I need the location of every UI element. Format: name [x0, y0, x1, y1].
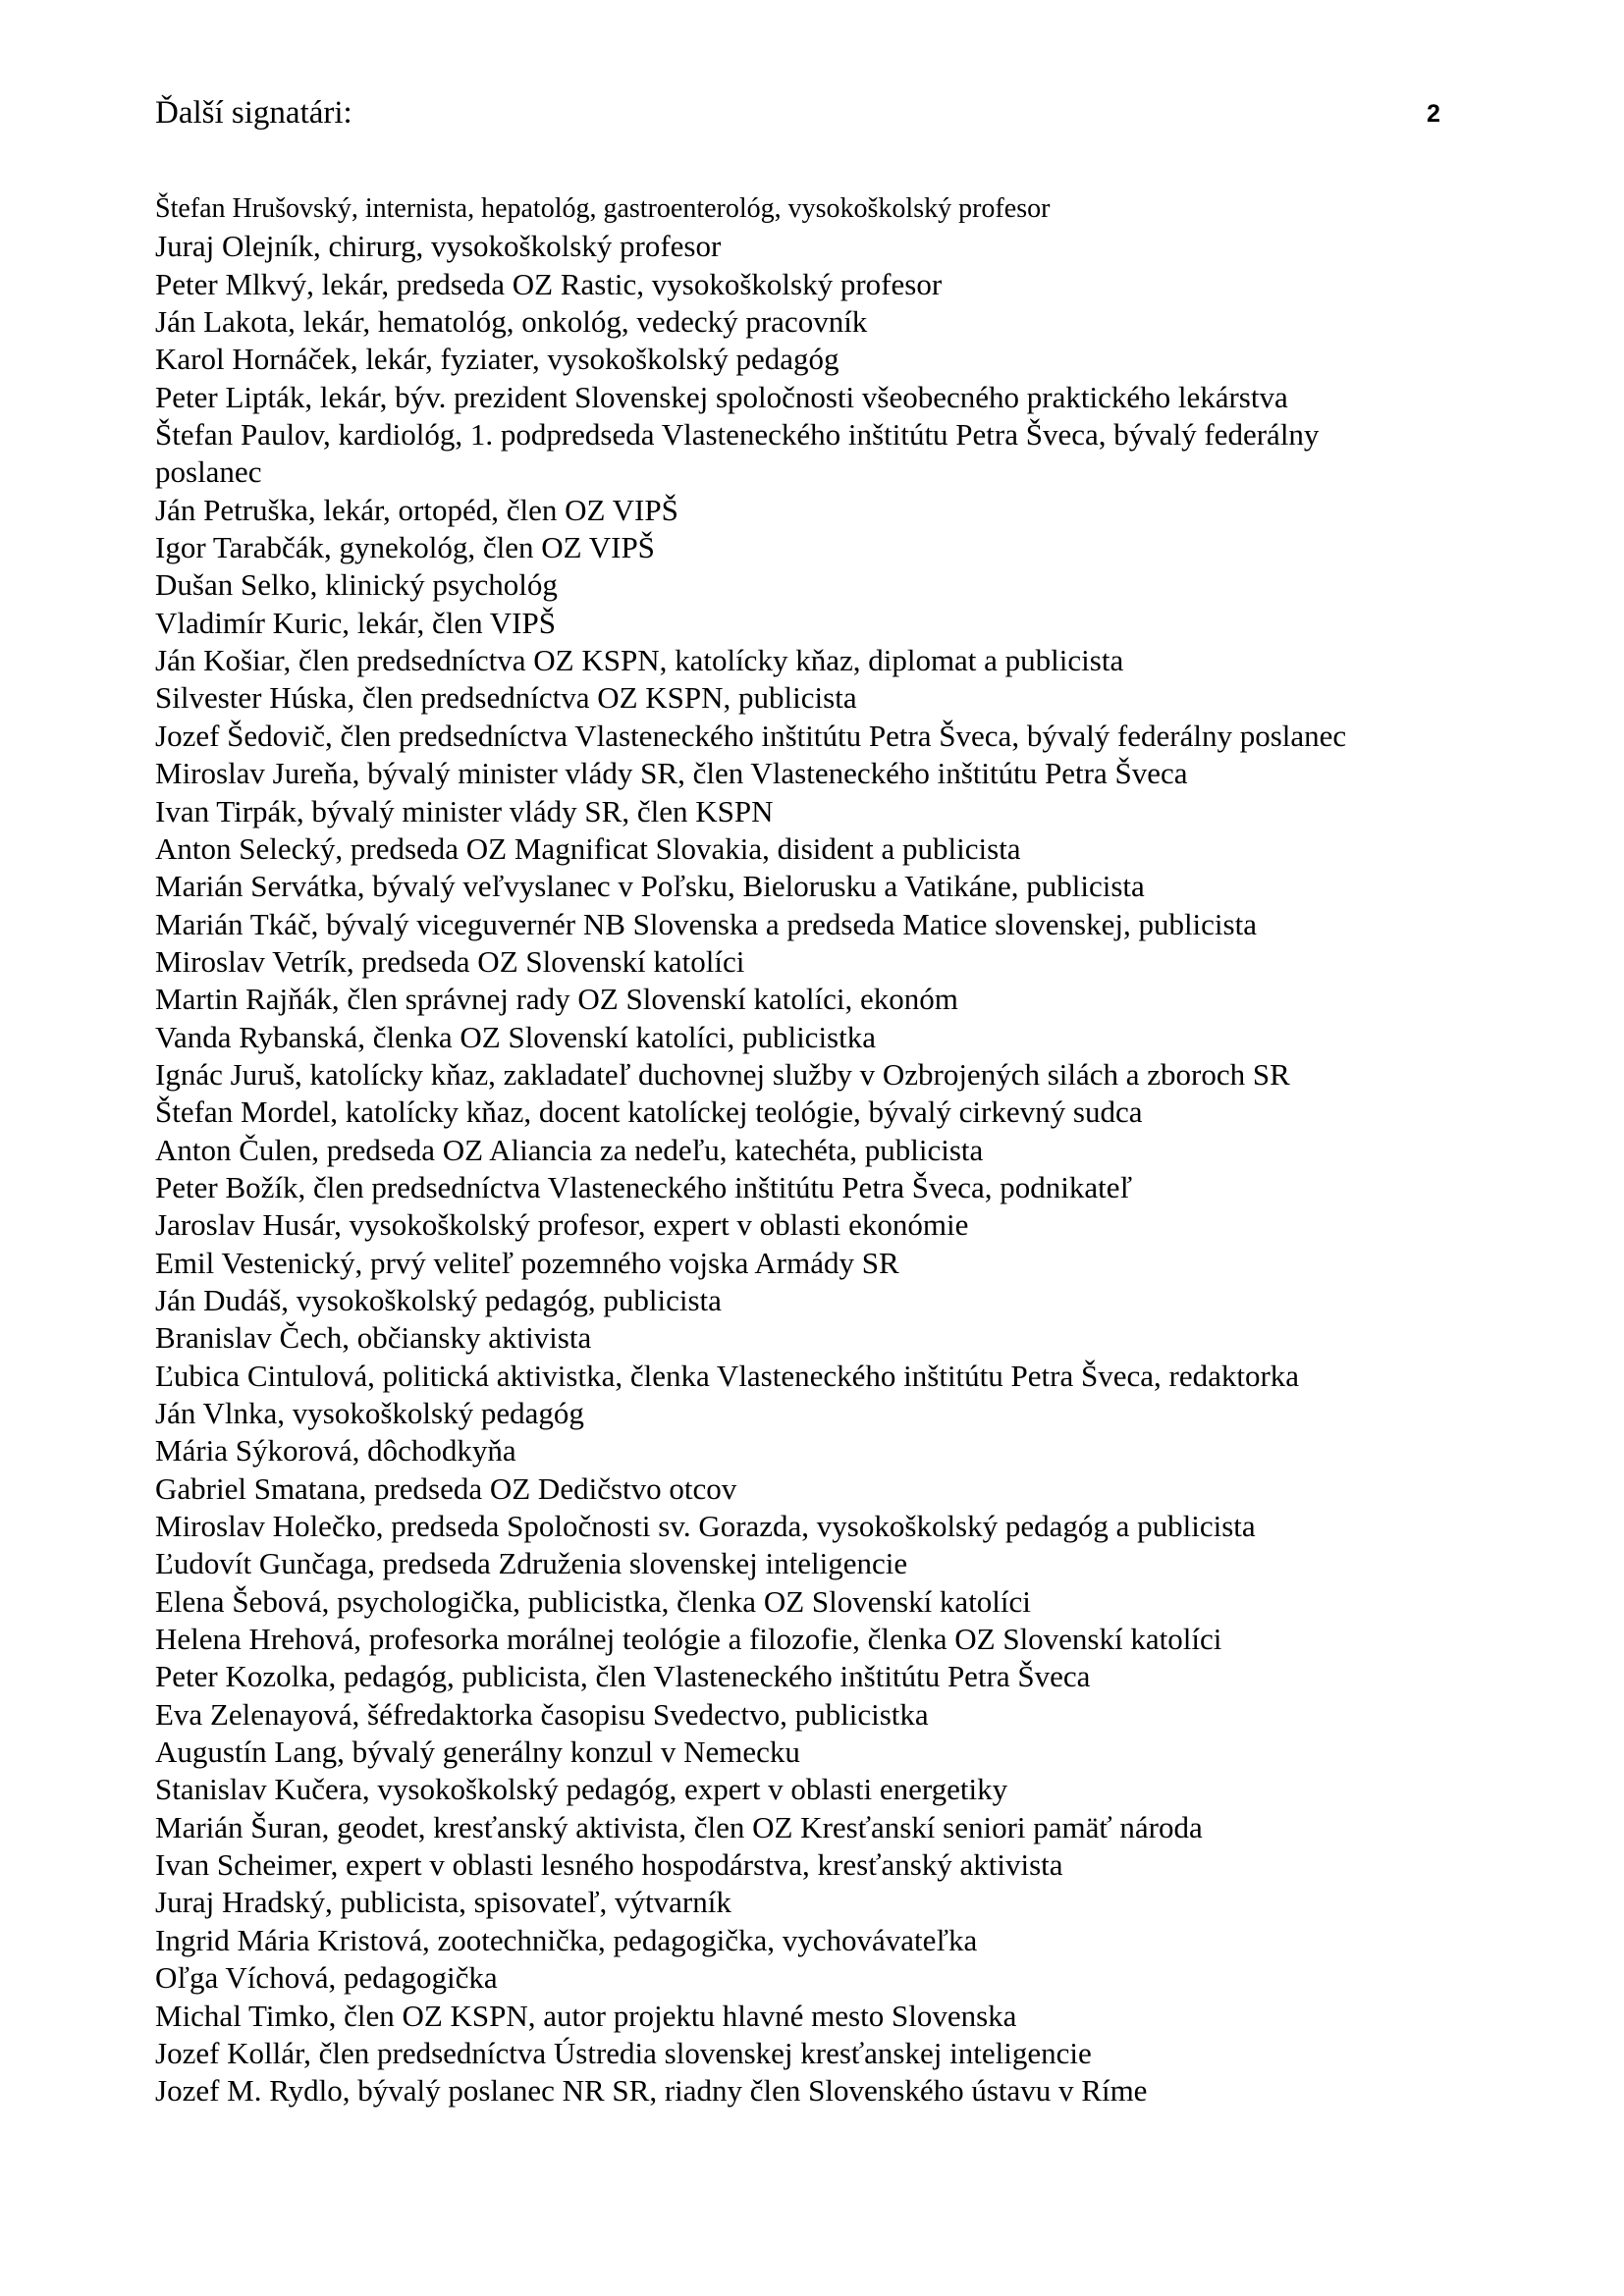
signatory-list-item: Anton Čulen, predseda OZ Aliancia za nedeľu, katechéta, publicista — [155, 1132, 984, 1167]
signatory-list-item: Marián Tkáč, bývalý viceguvernér NB Slovenska a predseda Matice slovenskej, publicista — [155, 906, 1257, 941]
signatory-list-item: Juraj Olejník, chirurg, vysokoškolský profesor — [155, 229, 722, 264]
signatory-list-item: Ľubica Cintulová, politická aktivistka, členka Vlasteneckého inštitútu Petra Šveca, redaktorka — [155, 1358, 1300, 1393]
signatory-list-item: Vladimír Kuric, lekár, člen VIPŠ — [155, 605, 556, 640]
signatory-list-item: Mária Sýkorová, dôchodkyňa — [155, 1433, 516, 1468]
signatory-list-item: Anton Selecký, predseda OZ Magnificat Slovakia, disident a publicista — [155, 830, 1021, 866]
signatory-list-item: Jozef Kollár, člen predsedníctva Ústredia slovenskej kresťanskej inteligencie — [155, 2035, 1092, 2070]
signatory-list-item: Miroslav Holečko, predseda Spoločnosti sv. Gorazda, vysokoškolský pedagóg a publicista — [155, 1509, 1256, 1544]
signatory-list-item: Augustín Lang, bývalý generálny konzul v Nemecku — [155, 1735, 800, 1770]
signatory-list-item: Jozef M. Rydlo, bývalý poslanec NR SR, riadny člen Slovenského ústavu v Ríme — [155, 2073, 1148, 2109]
signatory-list-item: Oľga Víchová, pedagogička — [155, 1960, 498, 1996]
signatory-list-item: Peter Kozolka, pedagóg, publicista, člen Vlasteneckého inštitútu Petra Šveca — [155, 1659, 1091, 1694]
signatory-list-item: Silvester Húska, člen predsedníctva OZ KSPN, publicista — [155, 680, 857, 716]
signatory-list-item: Ivan Tirpák, bývalý minister vlády SR, člen KSPN — [155, 793, 774, 828]
signatory-list-item: Štefan Mordel, katolícky kňaz, docent katolíckej teológie, bývalý cirkevný sudca — [155, 1095, 1143, 1130]
signatory-list-item: Ľudovít Gunčaga, predseda Združenia slovenskej inteligencie — [155, 1546, 908, 1581]
signatory-list-item: Stanislav Kučera, vysokoškolský pedagóg, expert v oblasti energetiky — [155, 1772, 1008, 1807]
signatory-list-item: Dušan Selko, klinický psychológ — [155, 567, 558, 603]
signatory-list-item: Ján Vlnka, vysokoškolský pedagóg — [155, 1396, 584, 1430]
signatory-list-item: Eva Zelenayová, šéfredaktorka časopisu Svedectvo, publicistka — [155, 1696, 929, 1732]
signatory-list-item: Michal Timko, člen OZ KSPN, autor projektu hlavné mesto Slovenska — [155, 1998, 1017, 2033]
signatory-list — [155, 190, 1471, 2110]
signatory-list-item: Peter Lipták, lekár, býv. prezident Slovenskej spoločnosti všeobecného praktického lekárstva — [155, 379, 1288, 414]
signatory-list-item: Vanda Rybanská, členka OZ Slovenskí katolíci, publicistka — [155, 1019, 876, 1054]
signatory-list-item: Gabriel Smatana, predseda OZ Dedičstvo otcov — [155, 1470, 737, 1506]
signatory-list-item: Branislav Čech, občiansky aktivista — [155, 1320, 592, 1356]
signatory-list-item: Ján Lakota, lekár, hematológ, onkológ, vedecký pracovník — [155, 304, 868, 340]
signatory-list-item: Marián Šuran, geodet, kresťanský aktivista, člen OZ Kresťanskí seniori pamäť národa — [155, 1809, 1203, 1844]
signatory-list-item: Miroslav Jureňa, bývalý minister vlády SR, člen Vlasteneckého inštitútu Petra Šveca — [155, 756, 1188, 791]
signatory-list-item: Ingrid Mária Kristová, zootechnička, pedagogička, vychovávateľka — [155, 1922, 978, 1957]
signatory-list-item: Ján Košiar, člen predsedníctva OZ KSPN, katolícky kňaz, diplomat a publicista — [155, 643, 1124, 678]
signatory-list-item: Martin Rajňák, člen správnej rady OZ Slovenskí katolíci, ekonóm — [155, 982, 958, 1017]
signatory-list-item: Marián Servátka, bývalý veľvyslanec v Poľsku, Bielorusku a Vatikáne, publicista — [155, 869, 1145, 904]
signatory-list-item: Ján Dudáš, vysokoškolský pedagóg, publicista — [155, 1282, 722, 1317]
signatory-list-item: Miroslav Vetrík, predseda OZ Slovenskí katolíci — [155, 943, 745, 979]
signatory-list-item: Ján Petruška, lekár, ortopéd, člen OZ VIPŠ — [155, 492, 678, 527]
list-item-continuation: poslanec — [155, 454, 262, 490]
signatory-list-item: Peter Mlkvý, lekár, predseda OZ Rastic, vysokoškolský profesor — [155, 266, 943, 301]
signatory-list-item: Helena Hrehová, profesorka morálnej teológie a filozofie, členka OZ Slovenskí katolíci — [155, 1622, 1222, 1657]
signatory-list-item: Štefan Hrušovský, internista, hepatológ, gastroenterológ, vysokoškolský profesor — [155, 193, 1051, 224]
signatory-list-item: Juraj Hradský, publicista, spisovateľ, výtvarník — [155, 1885, 731, 1920]
signatory-list-item: Ignác Juruš, katolícky kňaz, zakladateľ duchovnej služby v Ozbrojených silách a zboroch SR — [155, 1056, 1290, 1092]
signatory-list-item: Elena Šebová, psychologička, publicistka, členka OZ Slovenskí katolíci — [155, 1583, 1031, 1619]
page-title: Ďalší signatári: — [155, 95, 352, 131]
signatory-list-item: Jaroslav Husár, vysokoškolský profesor, expert v oblasti ekonómie — [155, 1207, 969, 1243]
signatory-list-item: Karol Hornáček, lekár, fyziater, vysokoškolský pedagóg — [155, 342, 839, 377]
signatory-list-item: Peter Božík, člen predsedníctva Vlasteneckého inštitútu Petra Šveca, podnikateľ — [155, 1169, 1133, 1204]
signatory-list-item: Štefan Paulov, kardiológ, 1. podpredseda Vlasteneckého inštitútu Petra Šveca, bývalý federálny — [155, 417, 1320, 453]
signatory-list-item: Jozef Šedovič, člen predsedníctva Vlasteneckého inštitútu Petra Šveca, bývalý federálny poslanec — [155, 718, 1347, 753]
signatory-list-item: Emil Vestenický, prvý veliteľ pozemného vojska Armády SR — [155, 1245, 899, 1280]
signatory-list-item: Igor Tarabčák, gynekológ, člen OZ VIPŠ — [155, 530, 655, 565]
page-number: 2 — [1427, 100, 1440, 128]
signatory-list-item: Ivan Scheimer, expert v oblasti lesného hospodárstva, kresťanský aktivista — [155, 1847, 1063, 1883]
